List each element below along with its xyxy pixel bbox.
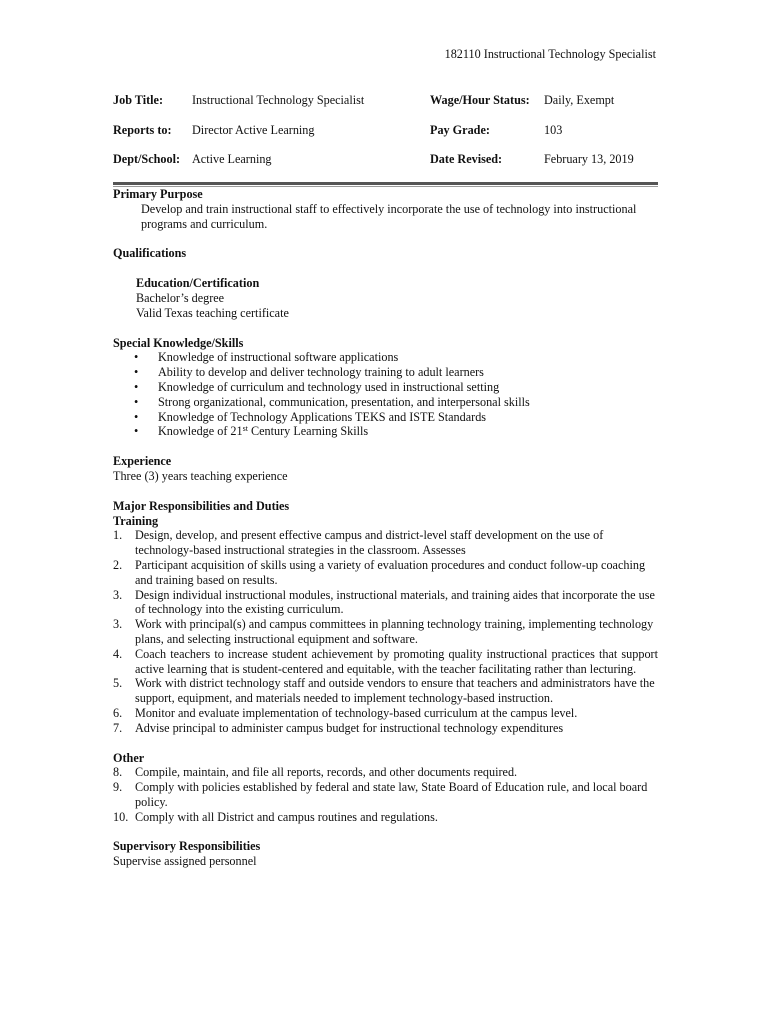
bullet-icon: • [134,394,139,409]
primary-purpose-heading: Primary Purpose [113,187,203,201]
supervisory-heading: Supervisory Responsibilities [113,839,261,854]
primary-purpose-text: Develop and train instructional staff to effectively incorporate the use of technology into instructional programs and curriculum. [141,201,637,231]
duty-item: 6. Monitor and evaluate implementation of technology-based curriculum at the campus level. [113,705,578,720]
reports-to-label: Reports to: [113,123,172,137]
header-row-3 [113,152,658,168]
date-revised-value: February 13, 2019 [544,152,634,166]
skill-item [113,350,658,365]
skills-list [113,350,658,439]
bullet-icon: • [134,379,139,394]
skill-text: Knowledge of instructional software applications [158,350,399,365]
skill-item [113,424,658,439]
duty-item: 5. Work with district technology staff and outside vendors to ensure that teachers and administrators have the support, equipment, and materials needed to implement technology-based instruction. [113,676,655,706]
skill-item [113,410,658,425]
education-item: Bachelor’s degree [136,290,225,305]
duty-item: 3. Design individual instructional modules, instructional materials, and training aides that incorporate the use of technology into the existing curriculum. [113,587,655,617]
supervisory-text: Supervise assigned personnel [113,854,257,869]
job-title-label: Job Title: [113,93,163,107]
pay-grade-label: Pay Grade: [430,123,490,137]
document-code: 182110 Instructional Technology Specialist [444,47,656,61]
duty-item: 9. Comply with policies established by federal and state law, State Board of Education rule, and local board policy. [113,780,648,809]
skill-text: Ability to develop and deliver technology training to adult learners [158,365,484,380]
wage-status-value: Daily, Exempt [544,93,615,107]
other-heading: Other [113,750,145,765]
other-duties-list [113,765,658,824]
bullet-icon: • [134,350,139,365]
education-heading: Education/Certification [136,276,260,291]
experience-heading: Experience [113,454,172,469]
dept-school-label: Dept/School: [113,152,181,166]
skill-text: Knowledge of 21st Century Learning Skills [158,424,369,439]
duty-item: 1. Design, develop, and present effective campus and district-level staff development on the use of technology-based instructional strategies in the classroom. Assesses [113,528,604,558]
header-row-2 [113,123,658,139]
date-revised-label: Date Revised: [430,152,503,166]
training-heading: Training [113,513,159,528]
header-row-1 [113,93,658,109]
header-divider [113,182,658,185]
duty-item: 2. Participant acquisition of skills using a variety of evaluation procedures and conduct follow-up coaching and training based on results. [113,557,646,587]
skill-item [113,365,658,380]
skill-item [113,380,658,395]
training-duties-list [113,528,658,735]
education-item: Valid Texas teaching certificate [136,305,289,320]
bullet-icon: • [134,409,139,424]
bullet-icon: • [134,365,139,380]
reports-to-value: Director Active Learning [192,123,315,137]
skill-text: Strong organizational, communication, presentation, and interpersonal skills [158,394,530,409]
pay-grade-value: 103 [544,123,563,137]
bullet-icon: • [134,424,139,439]
duties-heading: Major Responsibilities and Duties [113,498,290,513]
duty-item: 7. Advise principal to administer campus budget for instructional technology expenditures [113,720,564,735]
skill-text: Knowledge of curriculum and technology used in instructional setting [158,379,500,394]
experience-text: Three (3) years teaching experience [113,468,288,483]
skill-text: Knowledge of Technology Applications TEKS and ISTE Standards [158,409,487,424]
duty-item: 3. Work with principal(s) and campus committees in planning technology training, implementing technology plans, and selecting instructional equipment and software. [113,617,654,646]
duty-item: 10. Comply with all District and campus routines and regulations. [113,809,438,824]
job-description-body [113,187,658,869]
qualifications-heading: Qualifications [113,246,187,261]
duty-item: 8. Compile, maintain, and file all reports, records, and other documents required. [113,765,518,780]
duty-item: 4. Coach teachers to increase student achievement by promoting quality instructional practices that support active learning that is student-centered and equitable, with the teacher facilitating rather than lecturing. [113,646,658,676]
skill-item [113,395,658,410]
wage-status-label: Wage/Hour Status: [430,93,530,107]
job-title-value: Instructional Technology Specialist [192,93,365,107]
skills-heading: Special Knowledge/Skills [113,335,244,350]
dept-school-value: Active Learning [192,152,272,166]
